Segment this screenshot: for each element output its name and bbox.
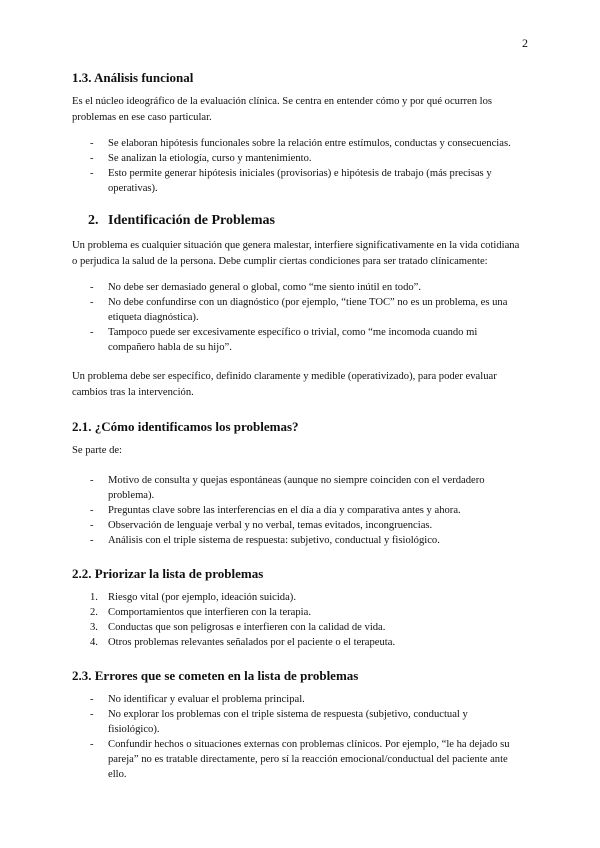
list-item: - Confundir hechos o situaciones externas con problemas clínicos. Por ejemplo, “le ha dejado su pareja” no es tratable directamente, pero sí la reacción emocional/conductual del paciente ante ello. — [90, 739, 510, 780]
list-number: 2. — [90, 607, 98, 618]
bullet-dash: - — [90, 327, 94, 338]
list-item: - No explorar los problemas con el triple sistema de respuesta (subjetivo, conductual y fisiológico). — [90, 709, 468, 735]
list-item: - Tampoco puede ser excesivamente específico o trivial, como “me incomoda cuando mi compañero habla de su hijo”. — [90, 327, 478, 353]
list-item: - Se analizan la etiología, curso y mantenimiento. — [90, 153, 312, 164]
list-item: - Esto permite generar hipótesis iniciales (provisorias) e hipótesis de trabajo (más precisas y operativas). — [90, 168, 492, 194]
bullet-dash: - — [90, 709, 94, 720]
bullet-dash: - — [90, 153, 94, 164]
list-number: 3. — [90, 622, 98, 633]
list-2 — [72, 280, 520, 355]
bullet-dash: - — [90, 168, 94, 179]
list-2-2 — [72, 590, 520, 650]
list-2-1 — [72, 473, 520, 548]
list-item: - Observación de lenguaje verbal y no verbal, temas evitados, incongruencias. — [90, 520, 433, 531]
bullet-dash: - — [90, 739, 94, 750]
list-item: 4. Otros problemas relevantes señalados por el paciente o el terapeuta. — [90, 637, 396, 648]
document-body — [72, 70, 520, 796]
bullet-dash: - — [90, 138, 94, 149]
list-item: - Motivo de consulta y quejas espontáneas (aunque no siempre coinciden con el verdadero problema). — [90, 475, 485, 501]
list-1-3 — [72, 136, 520, 196]
heading-2-number: 2. — [88, 213, 99, 228]
bullet-dash: - — [90, 475, 94, 486]
list-item: - Análisis con el triple sistema de respuesta: subjetivo, conductual y fisiológico. — [90, 535, 440, 546]
list-item: - Se elaboran hipótesis funcionales sobre la relación entre estímulos, conductas y consecuencias. — [90, 138, 511, 149]
heading-2-1: 2.1. ¿Cómo identificamos los problemas? — [72, 419, 299, 434]
bullet-dash: - — [90, 282, 94, 293]
list-2-3 — [72, 692, 520, 782]
list-item: 1. Riesgo vital (por ejemplo, ideación suicida). — [90, 592, 296, 603]
list-number: 4. — [90, 637, 98, 648]
list-item: 3. Conductas que son peligrosas e interfieren con la calidad de vida. — [90, 622, 386, 633]
list-number: 1. — [90, 592, 98, 603]
list-item: - Preguntas clave sobre las interferencias en el día a día y comparativa antes y ahora. — [90, 505, 461, 516]
list-item: - No debe confundirse con un diagnóstico (por ejemplo, “tiene TOC” no es un problema, es una etiqueta diagnóstica). — [90, 297, 508, 323]
heading-2-2: 2.2. Priorizar la lista de problemas — [72, 566, 264, 581]
paragraph-2-closing: Un problema debe ser específico, definido claramente y medible (operativizado), para poder evaluar cambios tras la intervención. — [72, 371, 497, 398]
list-item: 2. Comportamientos que interfieren con la terapia. — [90, 607, 311, 618]
page-number: 2 — [522, 36, 528, 50]
bullet-dash: - — [90, 535, 94, 546]
heading-1-3: 1.3. Análisis funcional — [72, 70, 194, 85]
bullet-dash: - — [90, 505, 94, 516]
paragraph-1-3-intro: Es el núcleo ideográfico de la evaluación clínica. Se centra en entender cómo y por qué ocurren los problemas en ese caso particular. — [72, 96, 493, 123]
heading-2-title: Identificación de Problemas — [108, 213, 275, 228]
list-item: - No debe ser demasiado general o global, como “me siento inútil en todo”. — [90, 282, 422, 293]
list-item: - No identificar y evaluar el problema principal. — [90, 694, 305, 705]
bullet-dash: - — [90, 520, 94, 531]
paragraph-2-intro: Un problema es cualquier situación que genera malestar, interfiere significativamente en la vida cotidiana o perjudica la salud de la persona. Debe cumplir ciertas condiciones para ser tratado clínicamente: — [72, 240, 520, 267]
heading-2-3: 2.3. Errores que se cometen en la lista de problemas — [72, 668, 359, 683]
bullet-dash: - — [90, 297, 94, 308]
heading-2 — [88, 212, 520, 230]
bullet-dash: - — [90, 694, 94, 705]
paragraph-2-1-intro: Se parte de: — [72, 445, 123, 456]
